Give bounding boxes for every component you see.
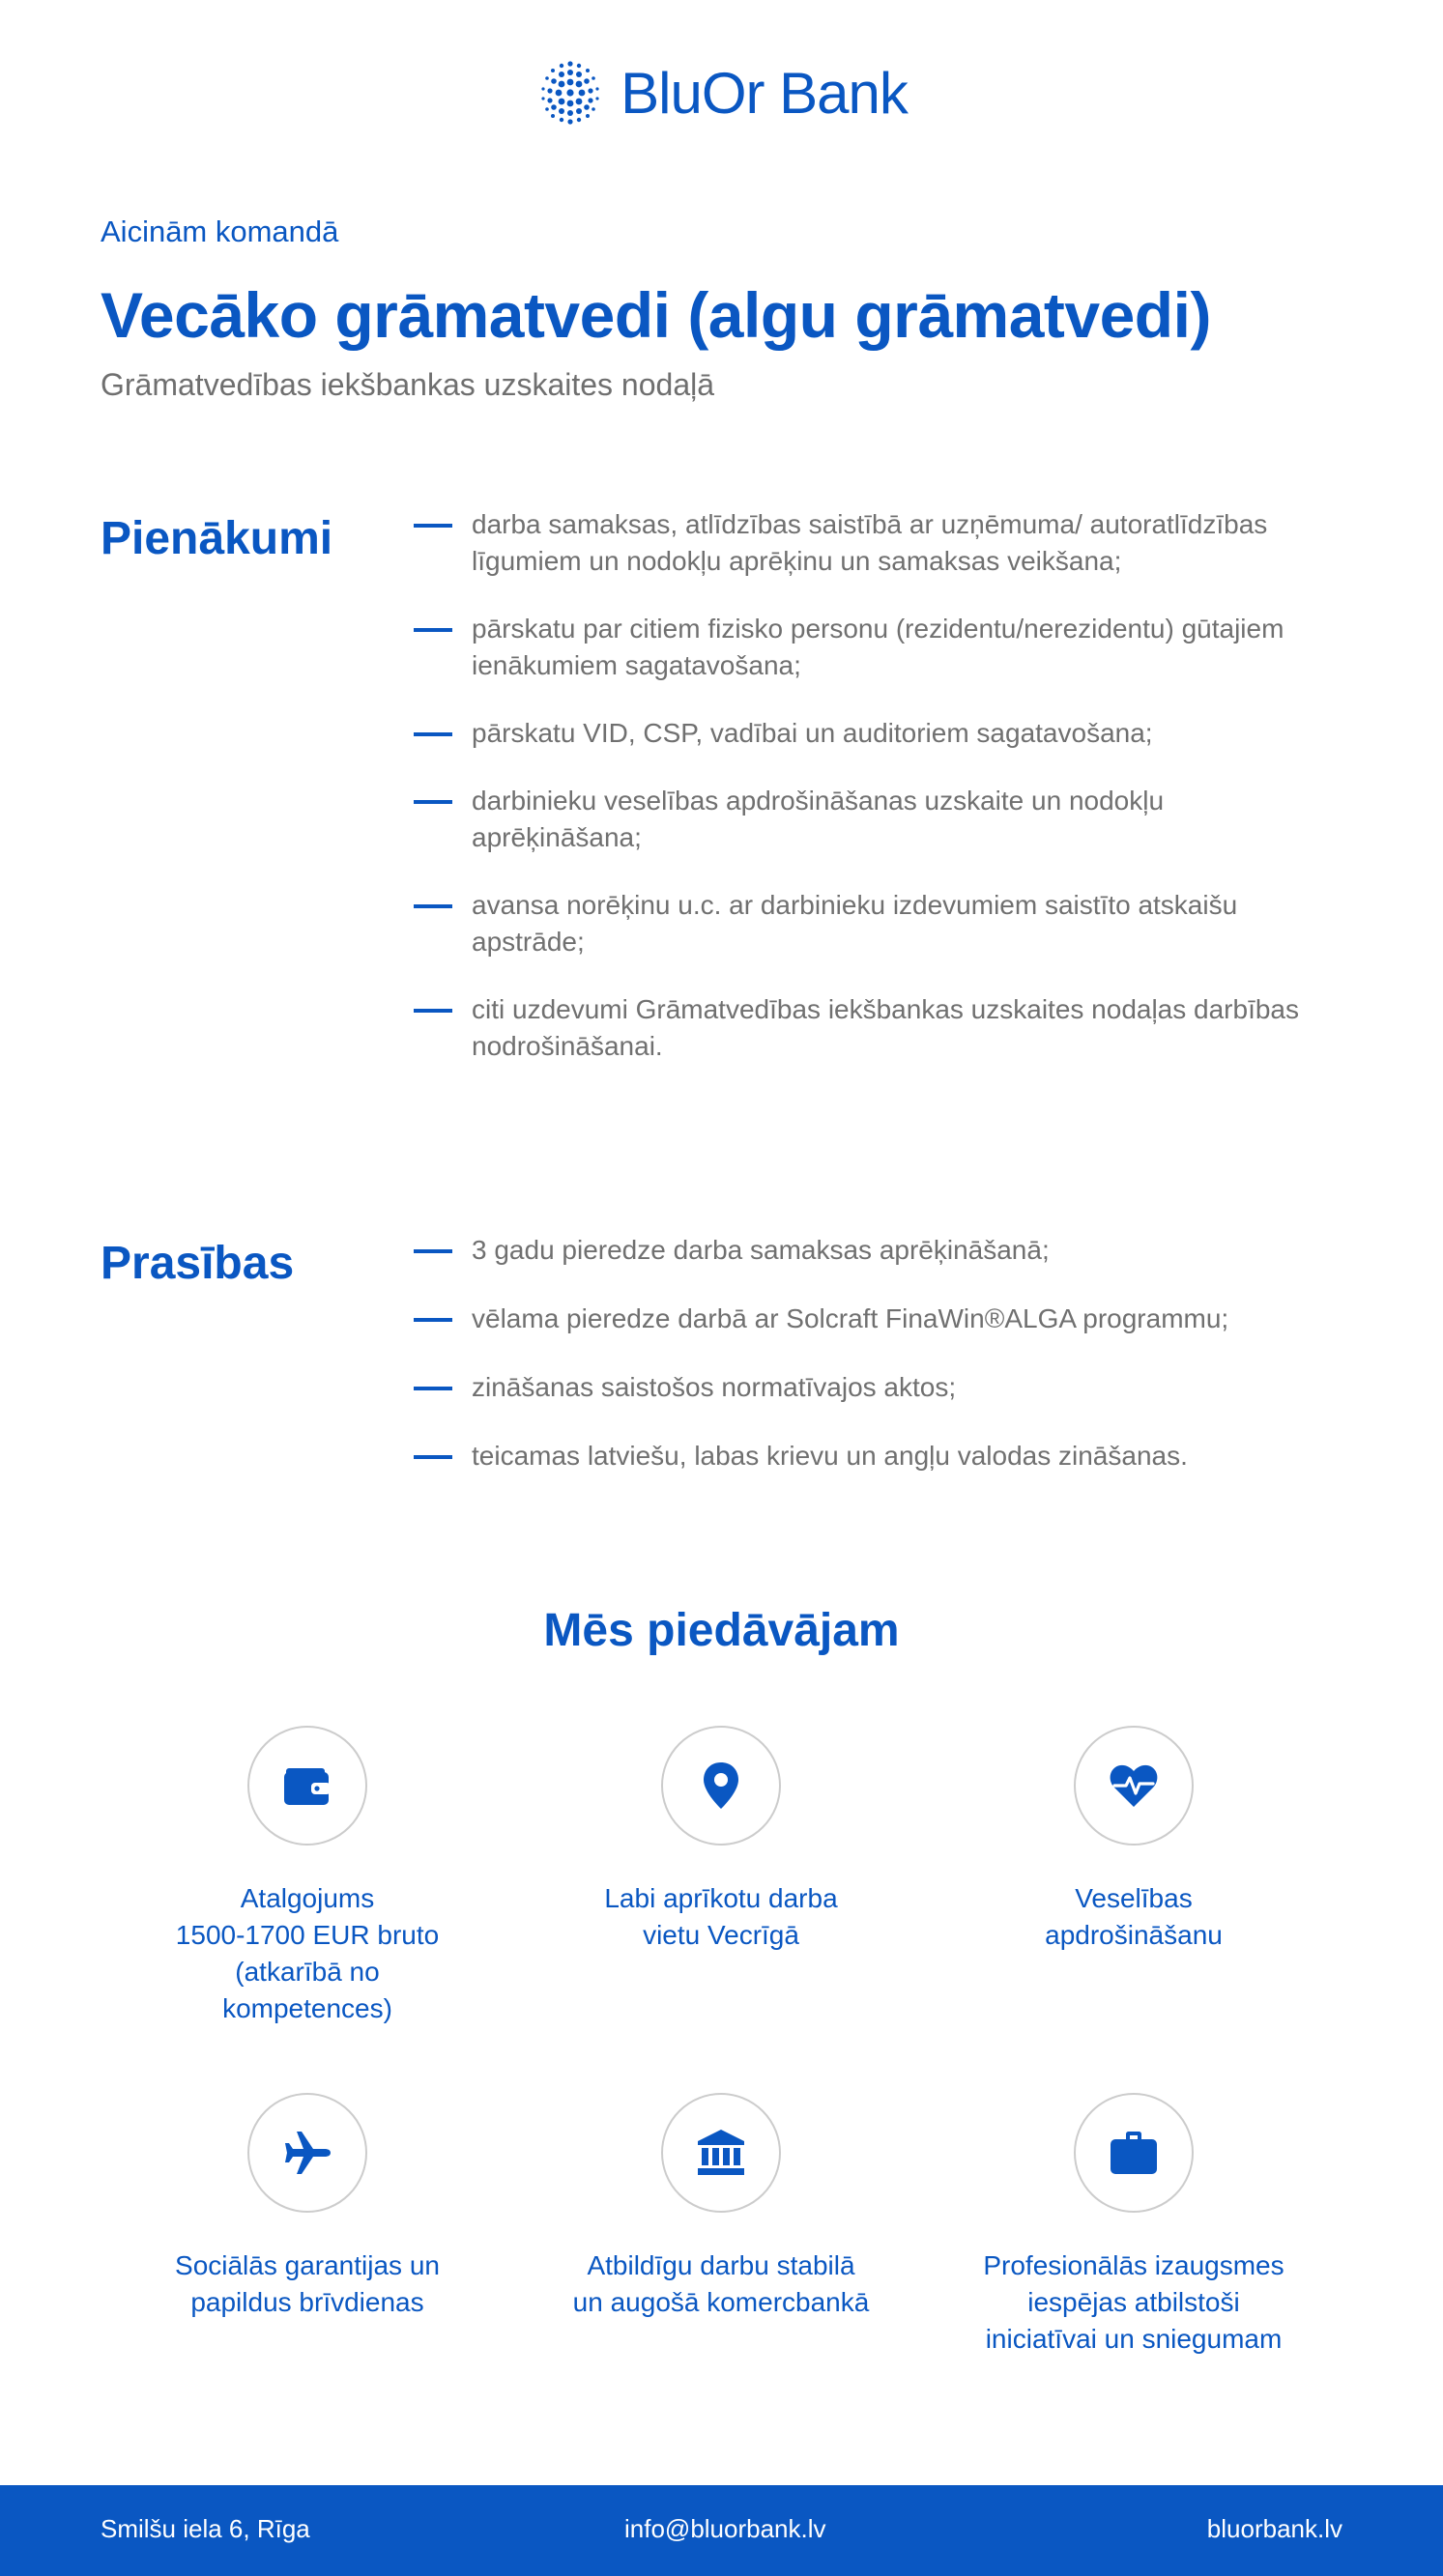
dash-bullet <box>414 524 452 528</box>
footer-email-link[interactable]: info@bluorbank.lv <box>624 2514 826 2543</box>
duties-list <box>414 506 1322 1096</box>
footer-website-link[interactable]: bluorbank.lv <box>1206 2514 1342 2543</box>
duty-item: pārskatu VID, CSP, vadībai un auditoriem sagatavošana; <box>414 715 1322 752</box>
department-subtitle: Grāmatvedības iekšbankas uzskaites nodaļā <box>101 367 715 402</box>
duty-item: pārskatu par citiem fizisko personu (rezidentu/nerezidentu) gūtajiem ienākumiem sagatavošana; <box>414 611 1322 684</box>
bank-building-icon <box>694 2126 748 2180</box>
dash-bullet <box>414 1318 452 1322</box>
benefit-workplace <box>537 1726 905 1954</box>
dash-bullet <box>414 1387 452 1390</box>
benefit-health <box>950 1726 1317 1954</box>
duty-item: avansa norēķinu u.c. ar darbinieku izdevumiem saistīto atskaišu apstrāde; <box>414 887 1322 960</box>
benefit-growth <box>950 2093 1317 2358</box>
duties-heading: Pienākumi <box>101 513 333 564</box>
footer-address: Smilšu iela 6, Rīga <box>101 2514 310 2543</box>
footer-bar <box>0 2485 1443 2576</box>
heart-pulse-icon <box>1107 1759 1161 1813</box>
invite-label: Aicinām komandā <box>101 215 339 248</box>
icon-circle <box>661 1726 781 1846</box>
icon-circle <box>247 2093 367 2213</box>
logo-dots-icon <box>535 58 605 128</box>
wallet-icon <box>280 1759 334 1813</box>
dash-bullet <box>414 800 452 804</box>
duty-item: darbinieku veselības apdrošināšanas uzskaite un nodokļu aprēķināšana; <box>414 783 1322 856</box>
offer-heading: Mēs piedāvājam <box>543 1605 900 1656</box>
requirement-item: zināšanas saistošos normatīvajos aktos; <box>414 1369 1322 1406</box>
requirements-list <box>414 1232 1322 1506</box>
requirement-item: teicamas latviešu, labas krievu un angļu valodas zināšanas. <box>414 1438 1322 1474</box>
benefit-text: Sociālās garantijas un papildus brīvdienas <box>175 2250 440 2317</box>
dash-bullet <box>414 1249 452 1253</box>
dash-bullet <box>414 904 452 908</box>
duty-item: darba samaksas, atlīdzības saistībā ar uzņēmuma/ autoratlīdzības līgumiem un nodokļu aprēķinu un samaksas veikšana; <box>414 506 1322 580</box>
requirement-item: vēlama pieredze darbā ar Solcraft FinaWin®ALGA programmu; <box>414 1301 1322 1337</box>
bank-logo <box>0 58 1443 128</box>
benefit-text: Veselības apdrošināšanu <box>1045 1883 1223 1950</box>
briefcase-icon <box>1107 2126 1161 2180</box>
requirement-item: 3 gadu pieredze darba samaksas aprēķināšanā; <box>414 1232 1322 1269</box>
dash-bullet <box>414 1009 452 1013</box>
dash-bullet <box>414 732 452 736</box>
job-title: Vecāko grāmatvedi (algu grāmatvedi) <box>101 279 1211 351</box>
icon-circle <box>1074 2093 1194 2213</box>
benefit-social <box>124 2093 491 2321</box>
logo-wordmark: BluOr Bank <box>620 60 908 126</box>
dash-bullet <box>414 628 452 632</box>
benefit-text: Labi aprīkotu darba vietu Vecrīgā <box>604 1883 838 1950</box>
benefit-bank <box>537 2093 905 2321</box>
requirements-heading: Prasības <box>101 1238 295 1289</box>
duty-item: citi uzdevumi Grāmatvedības iekšbankas uzskaites nodaļas darbības nodrošināšanai. <box>414 991 1322 1065</box>
benefit-text: Atbildīgu darbu stabilā un augošā komercbankā <box>572 2250 870 2317</box>
icon-circle <box>247 1726 367 1846</box>
dash-bullet <box>414 1455 452 1459</box>
benefit-salary <box>124 1726 491 2027</box>
icon-circle <box>661 2093 781 2213</box>
benefit-text: Profesionālās izaugsmes iespējas atbilstoši iniciatīvai un sniegumam <box>983 2250 1284 2354</box>
benefit-text: Atalgojums 1500-1700 EUR bruto (atkarībā no kompetences) <box>175 1883 440 2023</box>
airplane-icon <box>280 2126 334 2180</box>
location-pin-icon <box>694 1759 748 1813</box>
icon-circle <box>1074 1726 1194 1846</box>
